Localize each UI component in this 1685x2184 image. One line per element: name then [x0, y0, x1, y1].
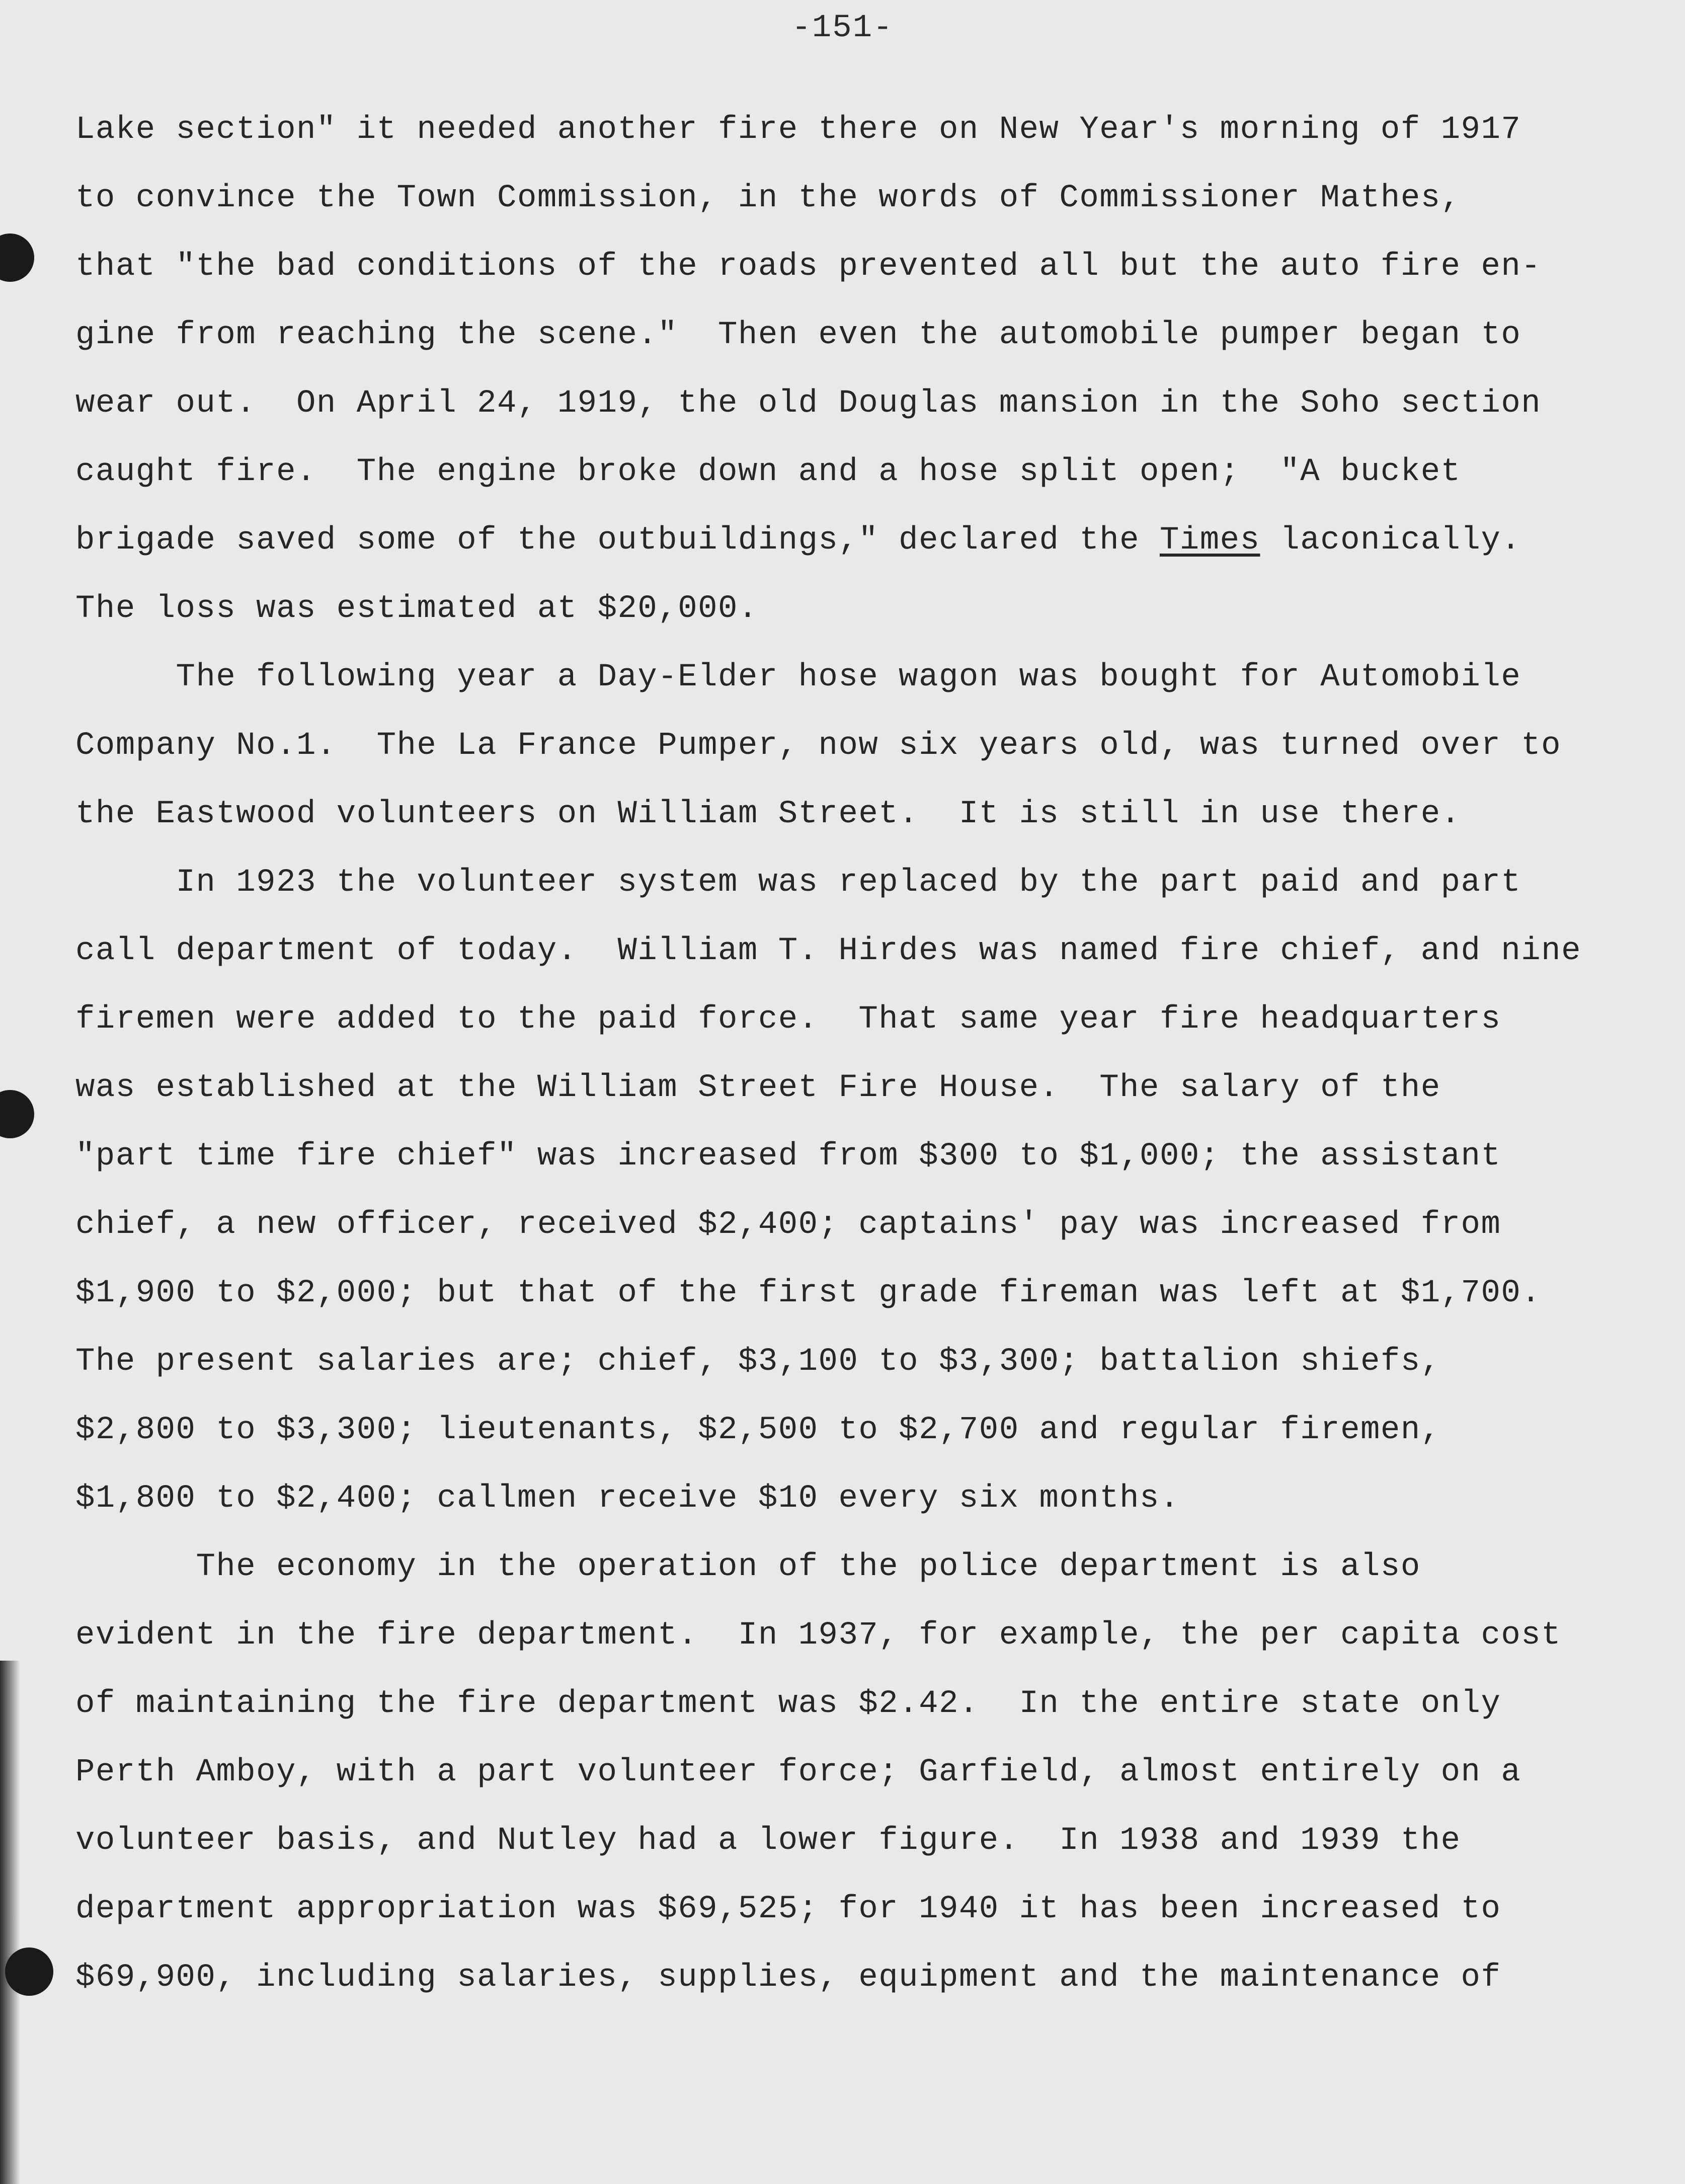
underlined-title-times: Times [1159, 522, 1260, 559]
text-line: In 1923 the volunteer system was replaced by the part paid and part [75, 865, 1521, 901]
text-line: the Eastwood volunteers on William Street. It is still in use there. [75, 796, 1461, 832]
text-line: of maintaining the fire department was $2.42. In the entire state only [75, 1686, 1501, 1722]
text-line: The following year a Day-Elder hose wagon was bought for Automobile [75, 659, 1521, 695]
body-text [75, 96, 1620, 2012]
text-line-with-underline [75, 506, 1620, 575]
text-line: caught fire. The engine broke down and a hose split open; "A bucket [75, 454, 1461, 490]
punch-hole-top [0, 233, 34, 282]
text-before-underline: brigade saved some of the outbuildings," declared the [75, 522, 1160, 559]
text-line: that "the bad conditions of the roads prevented all but the auto fire en- [75, 249, 1542, 285]
text-after-underline: laconically. [1260, 522, 1521, 559]
text-line: firemen were added to the paid force. That same year fire headquarters [75, 1001, 1501, 1038]
text-line: evident in the fire department. In 1937, for example, the per capita cost [75, 1617, 1562, 1654]
page-edge-shadow [0, 1661, 20, 2184]
text-line: Lake section" it needed another fire there on New Year's morning of 1917 [75, 112, 1521, 148]
text-line: $1,900 to $2,000; but that of the first grade fireman was left at $1,700. [75, 1275, 1542, 1311]
text-line: Company No.1. The La France Pumper, now six years old, was turned over to [75, 728, 1562, 764]
punch-hole-bottom [5, 1947, 53, 1996]
text-line: Perth Amboy, with a part volunteer force; Garfield, almost entirely on a [75, 1754, 1521, 1790]
text-line: chief, a new officer, received $2,400; captains' pay was increased from [75, 1207, 1501, 1243]
text-line: The loss was estimated at $20,000. [75, 591, 758, 627]
text-line: $2,800 to $3,300; lieutenants, $2,500 to $2,700 and regular firemen, [75, 1412, 1441, 1448]
text-line: The present salaries are; chief, $3,100 to $3,300; battalion shiefs, [75, 1344, 1441, 1380]
page-number: -151- [791, 10, 894, 46]
text-line: $1,800 to $2,400; callmen receive $10 every six months. [75, 1480, 1180, 1517]
text-line: The economy in the operation of the police department is also [75, 1549, 1421, 1585]
text-line: "part time fire chief" was increased from $300 to $1,000; the assistant [75, 1138, 1501, 1175]
text-line: call department of today. William T. Hirdes was named fire chief, and nine [75, 933, 1581, 969]
text-line: to convince the Town Commission, in the words of Commissioner Mathes, [75, 180, 1461, 216]
text-line: department appropriation was $69,525; for 1940 it has been increased to [75, 1891, 1501, 1927]
line-part [75, 522, 1521, 559]
text-line: was established at the William Street Fire House. The salary of the [75, 1070, 1441, 1106]
text-line: volunteer basis, and Nutley had a lower figure. In 1938 and 1939 the [75, 1823, 1461, 1859]
text-line: gine from reaching the scene." Then even the automobile pumper began to [75, 317, 1521, 353]
text-line: wear out. On April 24, 1919, the old Douglas mansion in the Soho section [75, 385, 1542, 422]
punch-hole-middle [0, 1090, 34, 1138]
text-line: $69,900, including salaries, supplies, equipment and the maintenance of [75, 1960, 1501, 1996]
